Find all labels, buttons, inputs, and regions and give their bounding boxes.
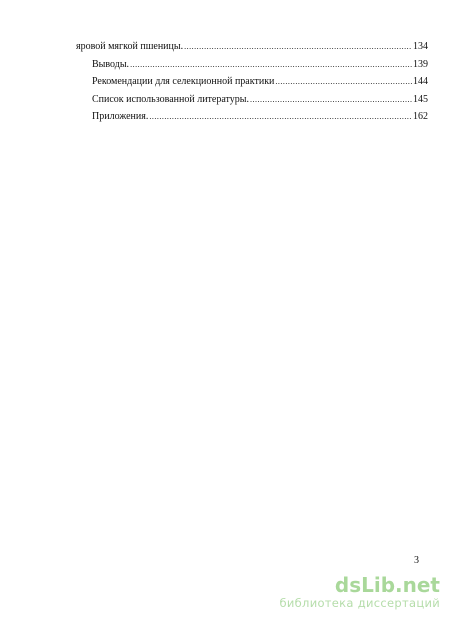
toc-entry-title: яровой мягкой пшеницы. [76,41,184,52]
toc-entry-page: 162 [413,111,428,122]
toc-entry [76,56,428,74]
toc-dot-leader [130,56,412,74]
toc-entry-title: Выводы. [92,58,130,70]
toc-entry-title: Список использованной литературы. [92,93,249,105]
toc-entry-page: 139 [413,58,428,70]
watermark [279,574,440,610]
watermark-logo: dsLib.net [334,573,440,597]
toc-entry-page: 144 [413,76,428,87]
toc-entry [76,73,428,91]
toc-dot-leader [149,108,412,126]
watermark-tagline: библиотека диссертаций [279,596,440,610]
toc-entry [76,38,428,56]
toc-entry-title: Рекомендации для селекционной практики [92,76,275,87]
toc-entry-page: 145 [413,93,428,105]
toc-entry-page: 134 [413,41,428,52]
toc-entry [76,91,428,109]
toc-dot-leader [275,73,412,91]
toc-entry-title: Приложения. [92,111,149,122]
toc-dot-leader [250,91,412,109]
toc-dot-leader [184,38,412,56]
page-number: 3 [414,555,419,566]
table-of-contents [76,38,428,126]
toc-entry [76,108,428,126]
